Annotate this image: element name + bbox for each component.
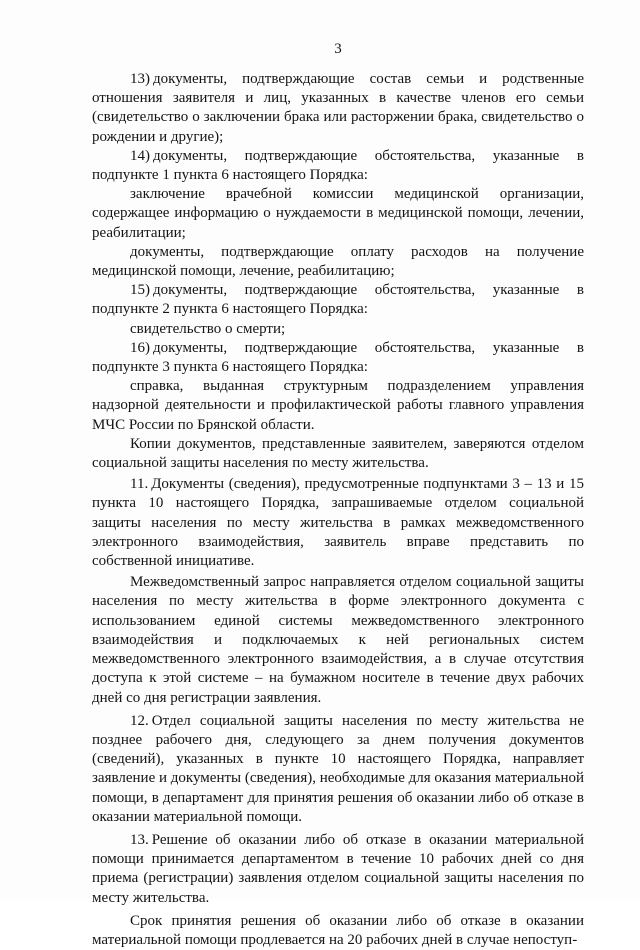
document-body (92, 70, 584, 950)
paragraph-medical-commission: заключение врачебной комиссии медицинской организации, содержащее информацию о нуждаемости в медицинской помощи, лечении, реабилитации; (92, 186, 584, 241)
paragraph-copies-certified: Копии документов, представленные заявителем, заверяются отделом социальной защиты населения по месту жительства. (92, 435, 584, 472)
paragraph-item-15: 15) документы, подтверждающие обстоятельства, указанные в подпункте 2 пункта 6 настоящего Порядка: (92, 282, 584, 318)
paragraph-item-16: 16) документы, подтверждающие обстоятельства, указанные в подпункте 3 пункта 6 настоящего Порядка: (92, 339, 584, 376)
paragraph-item-13: 13) документы, подтверждающие состав семьи и родственные отношения заявителя и лиц, указанных в качестве членов его семьи (свидетельство о заключении брака или расторжении брака, свидетельство о рождении и другие); (92, 71, 584, 145)
paragraph-mchs-certificate: справка, выданная структурным подразделением управления надзорной деятельности и профилактической работы главного управления МЧС России по Брянской области. (92, 378, 584, 433)
paragraph-section-12: 12. Отдел социальной защиты населения по месту жительства не позднее рабочего дня, следующего за днем получения документов (сведений), указанных в пункте 10 настоящего Порядка, направляет заявление и документы (сведения), необходимые для оказания материальной помощи, в департамент для принятия решения об оказании либо об отказе в оказании материальной помощи. (92, 712, 584, 825)
paragraph-section-11: 11. Документы (сведения), предусмотренные подпунктами 3 – 13 и 15 пункта 10 настоящего Порядка, запрашиваемые отделом социальной защиты населения по месту жительства в рамках межведомственного электронного взаимодействия, заявитель вправе представить по собственной инициативе. (92, 476, 584, 570)
paragraph-item-14: 14) документы, подтверждающие обстоятельства, указанные в подпункте 1 пункта 6 настоящего Порядка: (92, 147, 584, 184)
paragraph-interagency-request: Межведомственный запрос направляется отделом социальной защиты населения по месту жительства в форме электронного документа с использованием единой системы межведомственного электронного взаимодействия и подключаемых к ней региональных систем межведомственного электронного взаимодействия, а в случае отсутствия доступа к этой системе – на бумажном носителе в течение двух рабочих дней со дня регистрации заявления. (92, 574, 584, 706)
paragraph-decision-deadline: Срок принятия решения об оказании либо об отказе в оказании материальной помощи продлевается на 20 рабочих дней в случае непоступ- (92, 912, 584, 948)
paragraph-section-13: 13. Решение об оказании либо об отказе в оказании материальной помощи принимается департаментом в течение 10 рабочих дней со дня приема (регистрации) заявления отделом социальной защиты населения по месту жительства. (92, 831, 584, 906)
paragraph-payment-documents: документы, подтверждающие оплату расходов на получение медицинской помощи, лечение, реабилитацию; (92, 243, 584, 280)
page-number: 3 (334, 41, 342, 57)
paragraph-death-certificate: свидетельство о смерти; (130, 320, 286, 337)
